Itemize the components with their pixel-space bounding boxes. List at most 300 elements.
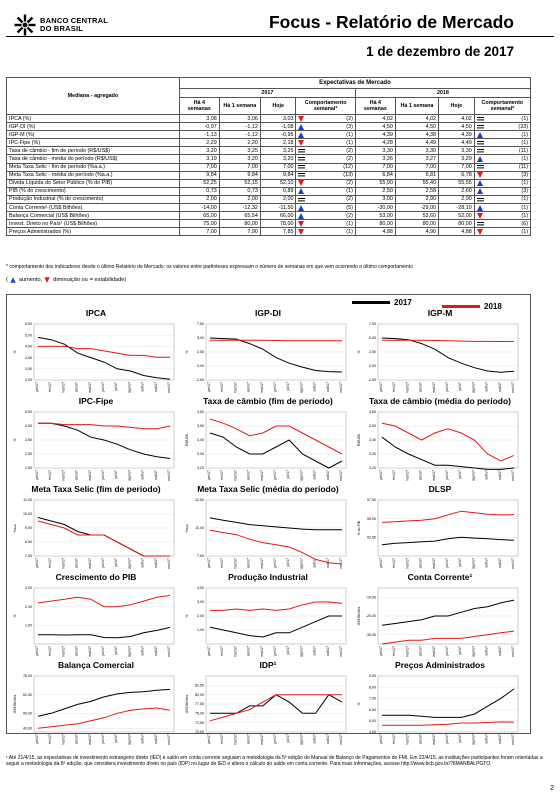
y-tick-label: 5,50 <box>25 410 32 415</box>
series-line-2017 <box>210 338 342 372</box>
x-tick-label: abr/17 <box>74 382 79 393</box>
y-axis-label: R$/US$ <box>357 434 361 446</box>
y-axis-label: % <box>13 438 17 442</box>
value-4w-2017: 2,29 <box>179 139 219 147</box>
weeks-count: (2) <box>346 212 353 219</box>
x-tick-label: ago/17 <box>471 734 476 745</box>
table-row <box>7 163 531 171</box>
x-tick-label: nov/17 <box>167 382 171 393</box>
weeks-count: (11) <box>518 147 528 154</box>
value-1w-2018: 6,81 <box>395 171 438 179</box>
y-axis-label: % <box>13 350 17 354</box>
y-tick-label: 9,00 <box>25 526 32 531</box>
weeks-count: (1) <box>521 156 528 163</box>
behavior-2017 <box>296 228 355 236</box>
behavior-2017 <box>296 204 355 212</box>
x-tick-label: mar/17 <box>61 558 66 570</box>
x-tick-label: nov/17 <box>167 646 171 657</box>
value-1w-2017: -1,12 <box>219 123 260 131</box>
weeks-count: (2) <box>346 180 353 187</box>
y-tick-label: 5,00 <box>197 336 204 341</box>
chart-title: Crescimento do PIB <box>55 572 137 582</box>
y-tick-label: 0,00 <box>197 364 204 369</box>
x-tick-label: nov/17 <box>511 558 515 569</box>
value-1w-2017: 3,20 <box>219 155 260 163</box>
y-tick-label: 3,00 <box>25 586 32 591</box>
x-tick-label: jun/17 <box>445 734 449 744</box>
y-tick-label: 5,50 <box>25 322 32 327</box>
label-header: Mediana - agregado <box>7 78 180 115</box>
equal-icon <box>298 156 305 162</box>
up-triangle-icon <box>298 132 305 138</box>
series-line-2018 <box>210 695 342 721</box>
weeks-count: (1) <box>346 131 353 138</box>
value-4w-2018: 3,30 <box>355 147 395 155</box>
x-tick-label: fev/17 <box>220 646 225 656</box>
x-tick-label: fev/17 <box>392 646 397 656</box>
x-tick-label: jul/17 <box>286 382 291 391</box>
x-tick-label: jun/17 <box>101 382 105 392</box>
value-today-2018: 4,02 <box>439 115 475 123</box>
y-tick-label: 4,00 <box>25 355 32 360</box>
x-tick-label: fev/17 <box>392 382 397 392</box>
x-tick-label: set/17 <box>484 382 489 392</box>
equal-icon <box>477 164 484 170</box>
y-tick-label: 3,50 <box>25 367 32 371</box>
y-tick-label: -2,50 <box>367 378 376 383</box>
value-4w-2018: 55,90 <box>355 179 395 187</box>
value-4w-2018: 3,26 <box>355 155 395 163</box>
up-triangle-icon <box>477 188 484 194</box>
chart <box>184 396 352 486</box>
x-tick-label: jan/17 <box>35 470 39 480</box>
weeks-count: (3) <box>521 172 528 179</box>
x-tick-label: jun/17 <box>273 470 277 480</box>
x-tick-label: mai/17 <box>259 734 264 745</box>
x-tick-label: ago/17 <box>127 470 132 481</box>
value-4w-2017: 9,84 <box>179 171 219 179</box>
x-tick-label: abr/17 <box>74 646 79 657</box>
value-1w-2017: 0,73 <box>219 187 260 195</box>
x-tick-label: jun/17 <box>101 558 105 568</box>
value-today-2017: -1,08 <box>260 123 296 131</box>
x-tick-label: out/17 <box>497 646 502 656</box>
table-row <box>7 123 531 131</box>
x-tick-label: out/17 <box>153 382 158 392</box>
y-tick-label: 3,50 <box>197 424 204 429</box>
chart <box>356 396 524 486</box>
chart <box>184 484 352 574</box>
value-today-2018: 4,49 <box>439 139 475 147</box>
row-label: IPCA (%) <box>7 115 180 123</box>
series-line-2018 <box>210 340 342 341</box>
x-tick-label: fev/17 <box>392 558 397 568</box>
x-tick-label: out/17 <box>153 646 158 656</box>
value-4w-2017: 2,00 <box>179 195 219 203</box>
x-tick-label: fev/17 <box>48 558 53 568</box>
table-row <box>7 179 531 187</box>
legend-open: ( <box>6 277 8 283</box>
table-row <box>7 139 531 147</box>
x-tick-label: ago/17 <box>471 382 476 393</box>
y-tick-label: -2,50 <box>195 378 204 383</box>
x-tick-label: abr/17 <box>246 558 251 569</box>
x-tick-label: nov/17 <box>339 558 343 569</box>
x-tick-label: nov/17 <box>339 382 343 393</box>
x-tick-label: mar/17 <box>233 382 238 394</box>
y-tick-label: 4,50 <box>25 424 32 429</box>
value-4w-2018: -30,00 <box>355 204 395 212</box>
value-1w-2017: -12,32 <box>219 204 260 212</box>
x-tick-label: ago/17 <box>127 646 132 657</box>
logo-line-2: DO BRASIL <box>40 24 84 33</box>
chart <box>356 484 524 574</box>
x-tick-label: nov/17 <box>511 646 515 657</box>
table-row <box>7 147 531 155</box>
value-1w-2018: 4,90 <box>395 228 438 236</box>
y-tick-label: 4,00 <box>197 586 204 591</box>
chart-svg <box>184 408 352 482</box>
y-tick-label: 3,30 <box>197 452 204 457</box>
y-tick-label: 7,50 <box>369 322 376 327</box>
x-tick-label: jan/17 <box>35 734 39 744</box>
value-4w-2017: 75,00 <box>179 220 219 228</box>
value-today-2017: -11,50 <box>260 204 296 212</box>
col-today-2018: Hoje <box>439 98 475 115</box>
value-4w-2018: 4,02 <box>355 115 395 123</box>
x-tick-label: mar/17 <box>233 734 238 746</box>
table-row <box>7 171 531 179</box>
chart <box>356 572 524 662</box>
y-tick-label: 10,00 <box>23 512 32 517</box>
legend-down: diminuição ou <box>53 277 88 283</box>
value-today-2018: 6,78 <box>439 171 475 179</box>
plot-frame <box>378 676 518 732</box>
report-title: Focus - Relatório de Mercado <box>268 12 514 32</box>
chart <box>12 484 180 574</box>
x-tick-label: out/17 <box>325 734 330 744</box>
y-tick-label: 4,00 <box>369 730 376 735</box>
down-triangle-icon <box>298 180 305 186</box>
y-tick-label: 1,00 <box>25 623 32 628</box>
y-tick-label: 80,00 <box>195 692 204 697</box>
y-tick-label: 57,50 <box>367 498 376 503</box>
x-tick-label: mar/17 <box>233 470 238 482</box>
y-axis-label: % <box>13 614 17 618</box>
x-tick-label: out/17 <box>497 470 502 480</box>
series-line-2018 <box>382 423 514 461</box>
behavior-2018 <box>474 123 530 131</box>
x-tick-label: mar/17 <box>405 558 410 570</box>
series-line-2018 <box>38 346 170 357</box>
value-4w-2018: 6,84 <box>355 171 395 179</box>
series-line-2018 <box>210 602 342 610</box>
value-4w-2017: 3,08 <box>179 115 219 123</box>
value-4w-2018: 4,28 <box>355 139 395 147</box>
series-line-2018 <box>382 511 514 522</box>
equal-icon <box>477 116 484 122</box>
y-tick-label: 8,00 <box>25 540 32 545</box>
up-triangle-icon <box>477 205 484 211</box>
behavior-2018 <box>474 187 530 195</box>
behavior-2018 <box>474 179 530 187</box>
y-tick-label: 6,00 <box>369 707 376 712</box>
y-tick-label: 40,00 <box>23 726 32 731</box>
table-row <box>7 204 531 212</box>
y-tick-label: 7,50 <box>197 554 204 559</box>
y-tick-label: 4,50 <box>25 344 32 349</box>
series-line-2017 <box>382 689 514 718</box>
row-label: Meta Taxa Selic - fim de período (%a.a.) <box>7 163 180 171</box>
value-today-2018: 52,00 <box>439 212 475 220</box>
value-1w-2018: 3,27 <box>395 155 438 163</box>
value-today-2018: 3,29 <box>439 155 475 163</box>
x-tick-label: set/17 <box>140 646 145 656</box>
x-tick-label: ago/17 <box>299 734 304 745</box>
x-tick-label: mai/17 <box>431 558 436 569</box>
y-tick-label: 3,50 <box>25 438 32 443</box>
y-axis-label: R$/US$ <box>185 434 189 446</box>
down-triangle-icon <box>298 229 305 235</box>
value-today-2018: -28,10 <box>439 204 475 212</box>
x-tick-label: mar/17 <box>233 558 238 570</box>
plot-frame <box>34 324 174 380</box>
x-tick-label: mai/17 <box>87 558 92 569</box>
behavior-2018 <box>474 139 530 147</box>
x-tick-label: out/17 <box>153 558 158 568</box>
x-tick-label: out/17 <box>153 734 158 744</box>
x-tick-label: set/17 <box>484 470 489 480</box>
plot-frame <box>34 588 174 644</box>
plot-frame <box>34 676 174 732</box>
y-tick-label: 75,00 <box>195 711 204 716</box>
y-axis-label: % <box>185 350 189 354</box>
x-tick-label: set/17 <box>140 558 145 568</box>
behavior-2018 <box>474 228 530 236</box>
x-tick-label: set/17 <box>312 558 317 568</box>
y-tick-label: 52,50 <box>367 535 376 540</box>
x-tick-label: abr/17 <box>418 734 423 745</box>
y-tick-label: 2,00 <box>25 604 32 609</box>
behavior-2017 <box>296 155 355 163</box>
x-tick-label: jun/17 <box>445 558 449 568</box>
down-triangle-icon <box>298 116 305 122</box>
value-today-2018: 4,50 <box>439 123 475 131</box>
value-today-2017: 66,00 <box>260 212 296 220</box>
x-tick-label: nov/17 <box>167 734 171 745</box>
x-tick-label: nov/17 <box>511 734 515 745</box>
x-tick-label: fev/17 <box>220 470 225 480</box>
logo-text <box>40 17 108 33</box>
row-label: IGP-M (%) <box>7 131 180 139</box>
table-row <box>7 195 531 203</box>
chart-svg <box>184 584 352 658</box>
value-today-2018: 3,30 <box>439 147 475 155</box>
value-today-2017: 3,20 <box>260 155 296 163</box>
weeks-count: (1) <box>521 196 528 203</box>
x-tick-label: mai/17 <box>87 646 92 657</box>
behavior-2017 <box>296 179 355 187</box>
behavior-2017 <box>296 212 355 220</box>
table-row <box>7 115 531 123</box>
x-tick-label: mar/17 <box>405 646 410 658</box>
down-triangle-icon <box>477 172 484 178</box>
year-2017-header: 2017 <box>179 89 355 98</box>
weeks-count: (1) <box>521 139 528 146</box>
x-tick-label: mar/17 <box>405 470 410 482</box>
x-tick-label: jan/17 <box>207 382 211 392</box>
chart-svg <box>12 320 180 394</box>
x-tick-label: jun/17 <box>101 470 105 480</box>
x-tick-label: jun/17 <box>101 734 105 744</box>
down-triangle-icon <box>477 213 484 219</box>
x-tick-label: abr/17 <box>418 382 423 393</box>
y-tick-label: 3,40 <box>369 438 376 443</box>
chart <box>12 660 180 750</box>
x-tick-label: jun/17 <box>273 382 277 392</box>
y-tick-label: 2,50 <box>197 350 204 355</box>
behavior-2017 <box>296 195 355 203</box>
symbol-legend <box>6 277 126 283</box>
value-today-2018: 4,39 <box>439 131 475 139</box>
y-axis-label: % <box>185 614 189 618</box>
weeks-count: (1) <box>521 180 528 187</box>
x-tick-label: out/17 <box>497 558 502 568</box>
y-tick-label: -30,00 <box>365 632 376 637</box>
behavior-2017 <box>296 131 355 139</box>
chart-svg <box>12 496 180 570</box>
chart <box>12 572 180 662</box>
x-tick-label: ago/17 <box>127 558 132 569</box>
chart-svg <box>356 584 524 658</box>
row-label: Conta Corrente¹ (US$ Bilhões) <box>7 204 180 212</box>
x-tick-label: jan/17 <box>35 558 39 568</box>
value-4w-2017: -1,13 <box>179 131 219 139</box>
col-1-week: Há 1 semana <box>219 98 260 115</box>
chart-svg <box>356 408 524 482</box>
x-tick-label: abr/17 <box>74 734 79 745</box>
x-tick-label: set/17 <box>312 734 317 744</box>
row-label: Balança Comercial (US$ Bilhões) <box>7 212 180 220</box>
series-line-2017 <box>38 627 170 637</box>
x-tick-label: jul/17 <box>458 558 463 567</box>
value-1w-2018: -29,00 <box>395 204 438 212</box>
x-tick-label: jun/17 <box>101 646 105 656</box>
up-triangle-icon <box>477 180 484 186</box>
x-tick-label: jul/17 <box>114 470 119 479</box>
value-today-2017: 78,00 <box>260 220 296 228</box>
x-tick-label: set/17 <box>312 470 317 480</box>
weeks-count: (1) <box>521 228 528 235</box>
weeks-count: (6) <box>521 220 528 227</box>
x-tick-label: nov/17 <box>167 558 171 569</box>
series-line-2017 <box>38 518 170 557</box>
behavior-2018 <box>474 220 530 228</box>
x-tick-label: mai/17 <box>259 470 264 481</box>
y-tick-label: 3,50 <box>369 424 376 429</box>
equal-icon <box>298 196 305 202</box>
x-tick-label: abr/17 <box>418 646 423 657</box>
value-today-2017: 7,00 <box>260 163 296 171</box>
chart-title: IPCA <box>85 308 107 318</box>
x-tick-label: jul/17 <box>114 558 119 567</box>
value-4w-2018: 53,00 <box>355 212 395 220</box>
weeks-count: (12) <box>343 164 353 171</box>
row-label: Produção Industrial (% do crescimento) <box>7 195 180 203</box>
behavior-2017 <box>296 147 355 155</box>
y-tick-label: 3,60 <box>197 410 204 415</box>
series-line-2018 <box>382 631 514 644</box>
series-line-2017 <box>210 433 342 468</box>
x-tick-label: out/17 <box>325 646 330 656</box>
y-axis-label: % do PIB <box>357 520 361 536</box>
value-4w-2018: 80,00 <box>355 220 395 228</box>
value-1w-2017: 65,54 <box>219 212 260 220</box>
x-tick-label: fev/17 <box>220 382 225 392</box>
y-axis-label: % <box>357 350 361 354</box>
row-label: Invest. Direto no País¹ (US$ Bilhões) <box>7 220 180 228</box>
chart-title: Conta Corrente¹ <box>407 572 473 582</box>
value-4w-2017: 3,20 <box>179 147 219 155</box>
legend-eq: = estabilidade) <box>89 277 127 283</box>
up-triangle-icon <box>477 156 484 162</box>
value-1w-2017: 80,00 <box>219 220 260 228</box>
series-legend-2017-label: 2017 <box>394 298 412 307</box>
x-tick-label: mar/17 <box>405 734 410 746</box>
weeks-count: (1) <box>346 188 353 195</box>
x-tick-label: abr/17 <box>246 382 251 393</box>
value-1w-2017: 2,00 <box>219 195 260 203</box>
x-tick-label: jan/17 <box>207 734 211 744</box>
x-tick-label: out/17 <box>325 558 330 568</box>
x-tick-label: ago/17 <box>299 558 304 569</box>
x-tick-label: out/17 <box>497 734 502 744</box>
logo-line-1: BANCO CENTRAL <box>40 16 109 25</box>
down-triangle-icon <box>298 140 305 146</box>
y-tick-label: 1,00 <box>197 628 204 633</box>
series-line-2017 <box>382 600 514 625</box>
table-row <box>7 187 531 195</box>
y-tick-label: 5,00 <box>369 719 376 723</box>
x-tick-label: fev/17 <box>48 646 53 656</box>
value-1w-2017: 2,20 <box>219 139 260 147</box>
value-1w-2018: 3,30 <box>395 147 438 155</box>
chart-title: Preços Administrados <box>395 660 485 670</box>
behavior-2017 <box>296 187 355 195</box>
x-tick-label: abr/17 <box>418 470 423 481</box>
report-date: 1 de dezembro de 2017 <box>366 44 514 59</box>
x-tick-label: jul/17 <box>458 382 463 391</box>
table-row <box>7 212 531 220</box>
expectations-table <box>6 77 531 236</box>
x-tick-label: ago/17 <box>127 382 132 393</box>
x-tick-label: abr/17 <box>74 558 79 569</box>
up-triangle-icon <box>10 277 16 282</box>
weeks-count: (2) <box>346 147 353 154</box>
value-1w-2017: 52,15 <box>219 179 260 187</box>
x-tick-label: jun/17 <box>445 470 449 480</box>
y-tick-label: 3,00 <box>25 378 32 383</box>
methodology-footnote: ¹ Até 21/4/15, as expectativas de investimento estrangeiro direto (IED) e saldo em conta corrente seguiam a metodologia da 5ª edição do Manual de Balanço de Pagamentos do FMI. Em 22/4/15, as instituições participantes foram orientadas a seguir a metodologia da 6ª edição, que considera investimento direto no país (IDP) no lugar de IED e altera o cálculo do saldo em conta corrente. Para mais informações, acesse http://www.bcb.gov.br/?6MANBALPGTO. <box>6 755 543 768</box>
value-1w-2018: 80,00 <box>395 220 438 228</box>
x-tick-label: mai/17 <box>87 734 92 745</box>
value-4w-2017: 7,00 <box>179 228 219 236</box>
x-tick-label: jul/17 <box>114 646 119 655</box>
chart-svg <box>12 408 180 482</box>
y-tick-label: 7,00 <box>369 696 376 701</box>
y-tick-label: 1,50 <box>25 466 32 471</box>
row-label: Meta Taxa Selic - média do período (%a.a.) <box>7 171 180 179</box>
